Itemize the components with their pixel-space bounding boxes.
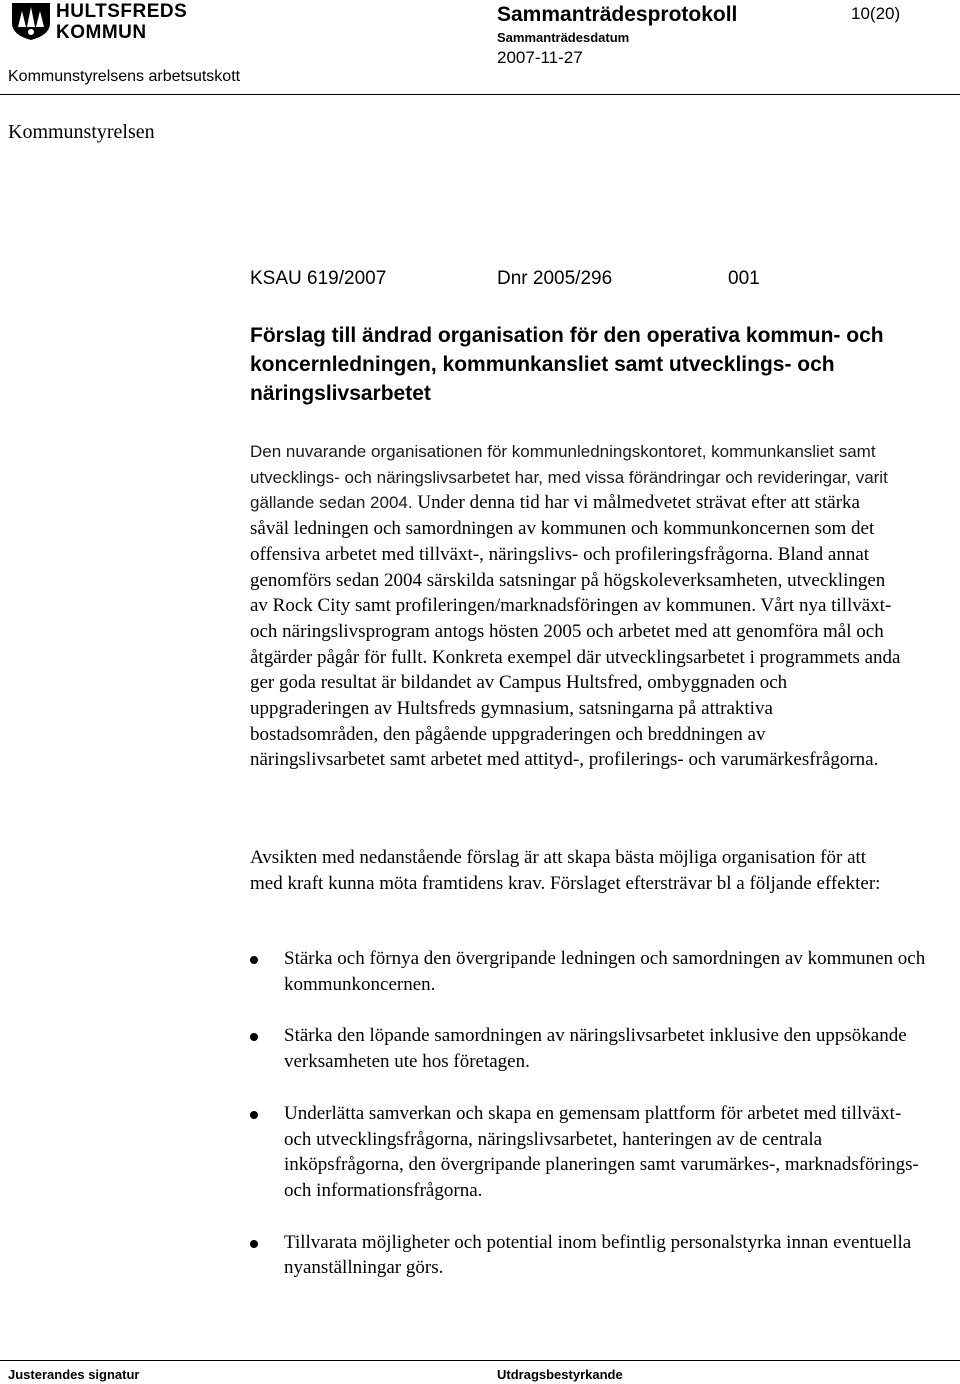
bullet-dot-icon <box>250 1111 258 1119</box>
diary-number: Dnr 2005/296 <box>497 268 613 289</box>
header-divider <box>0 94 960 95</box>
list-item-text: Stärka den löpande samordningen av näringslivsarbetet inklusive den uppsökande verksamheten ute hos företagen. <box>284 1025 907 1073</box>
logo-wordmark-line-2: KOMMUN <box>56 22 147 43</box>
footer-divider <box>0 1360 960 1361</box>
section-heading: Förslag till ändrad organisation för den operativa kommun- och koncernledningen, kommunkansliet samt utvecklings- och näringslivsarbetet <box>250 324 884 405</box>
paragraph-background-sans-part: Den nuvarande organisationen för kommunledningskontoret, kommunkansliet samt utvecklings- och näringslivsarbetet har, med vissa förändringar och revideringar, varit gällande sedan 2004. <box>250 442 888 513</box>
municipality-logo <box>10 0 188 44</box>
paragraph-purpose: Avsikten med nedanstående förslag är att skapa bästa möjliga organisation för att med kraft kunna möta framtidens krav. Förslaget eftersträvar bl a följande effekter: <box>250 847 881 894</box>
page-number: 10(20) <box>851 4 901 23</box>
list-item-text: Tillvarata möjligheter och potential inom befintlig personalstyrka innan eventuella nyanställningar görs. <box>284 1231 912 1279</box>
paragraph-background <box>250 439 902 773</box>
protocol-title: Sammanträdesprotokoll <box>497 3 738 26</box>
case-number: KSAU 619/2007 <box>250 268 387 289</box>
certification-label: Utdragsbestyrkande <box>497 1367 623 1382</box>
list-item <box>250 1230 930 1281</box>
bullet-dot-icon <box>250 1240 258 1248</box>
board-name: Kommunstyrelsen <box>8 121 155 143</box>
bullet-dot-icon <box>250 1033 258 1041</box>
list-item-text: Underlätta samverkan och skapa en gemensam plattform för arbetet med tillväxt- och utvecklingsfrågorna, näringslivsarbetet, hanteringen av de centrala inköpsfrågorna, den övergripande planeringen samt varumärkes-, marknadsförings- och informationsfrågorna. <box>284 1102 919 1201</box>
municipal-crest-icon <box>10 1 52 41</box>
classification-code: 001 <box>728 268 760 289</box>
list-item <box>250 946 930 997</box>
signature-label: Justerandes signatur <box>8 1367 140 1382</box>
meeting-date: 2007-11-27 <box>497 48 583 67</box>
effects-list <box>250 946 930 1307</box>
list-item-text: Stärka och förnya den övergripande ledningen och samordningen av kommunen och kommunkoncernen. <box>284 948 926 995</box>
bullet-dot-icon <box>250 956 258 964</box>
paragraph-background-serif-part: Under denna tid har vi målmedvetet strävat efter att stärka såväl ledningen och samordningen av kommunen och kommunkoncernen som det offensiva arbetet med tillväxt-, näringslivs- och profileringsfrågorna. Bland annat genomförs sedan 2004 särskilda satsningar på högskoleverksamheten, utvecklingen av Rock City samt profileringen/marknadsföringen av kommunen. Vårt nya tillväxt- och näringslivsprogram antogs hösten 2005 och arbetet med att genomföra mål och åtgärder pågår för fullt. Konkreta exempel där utvecklingsarbetet i programmets anda ger goda resultat är bildandet av Campus Hultsfred, ombyggnaden och uppgraderingen av Hultsfreds gymnasium, satsningarna på attraktiva bostadsområden, den pågående uppgraderingen och breddningen av näringslivsarbetet samt arbetet med attityd-, profilerings- och varumärkesfrågorna. <box>250 492 901 771</box>
committee-name: Kommunstyrelsens arbetsutskott <box>8 68 241 85</box>
list-item <box>250 1101 930 1204</box>
list-item <box>250 1023 930 1074</box>
logo-wordmark-line-1: HULTSFREDS <box>56 1 188 22</box>
meeting-date-label: Sammanträdesdatum <box>497 30 630 45</box>
